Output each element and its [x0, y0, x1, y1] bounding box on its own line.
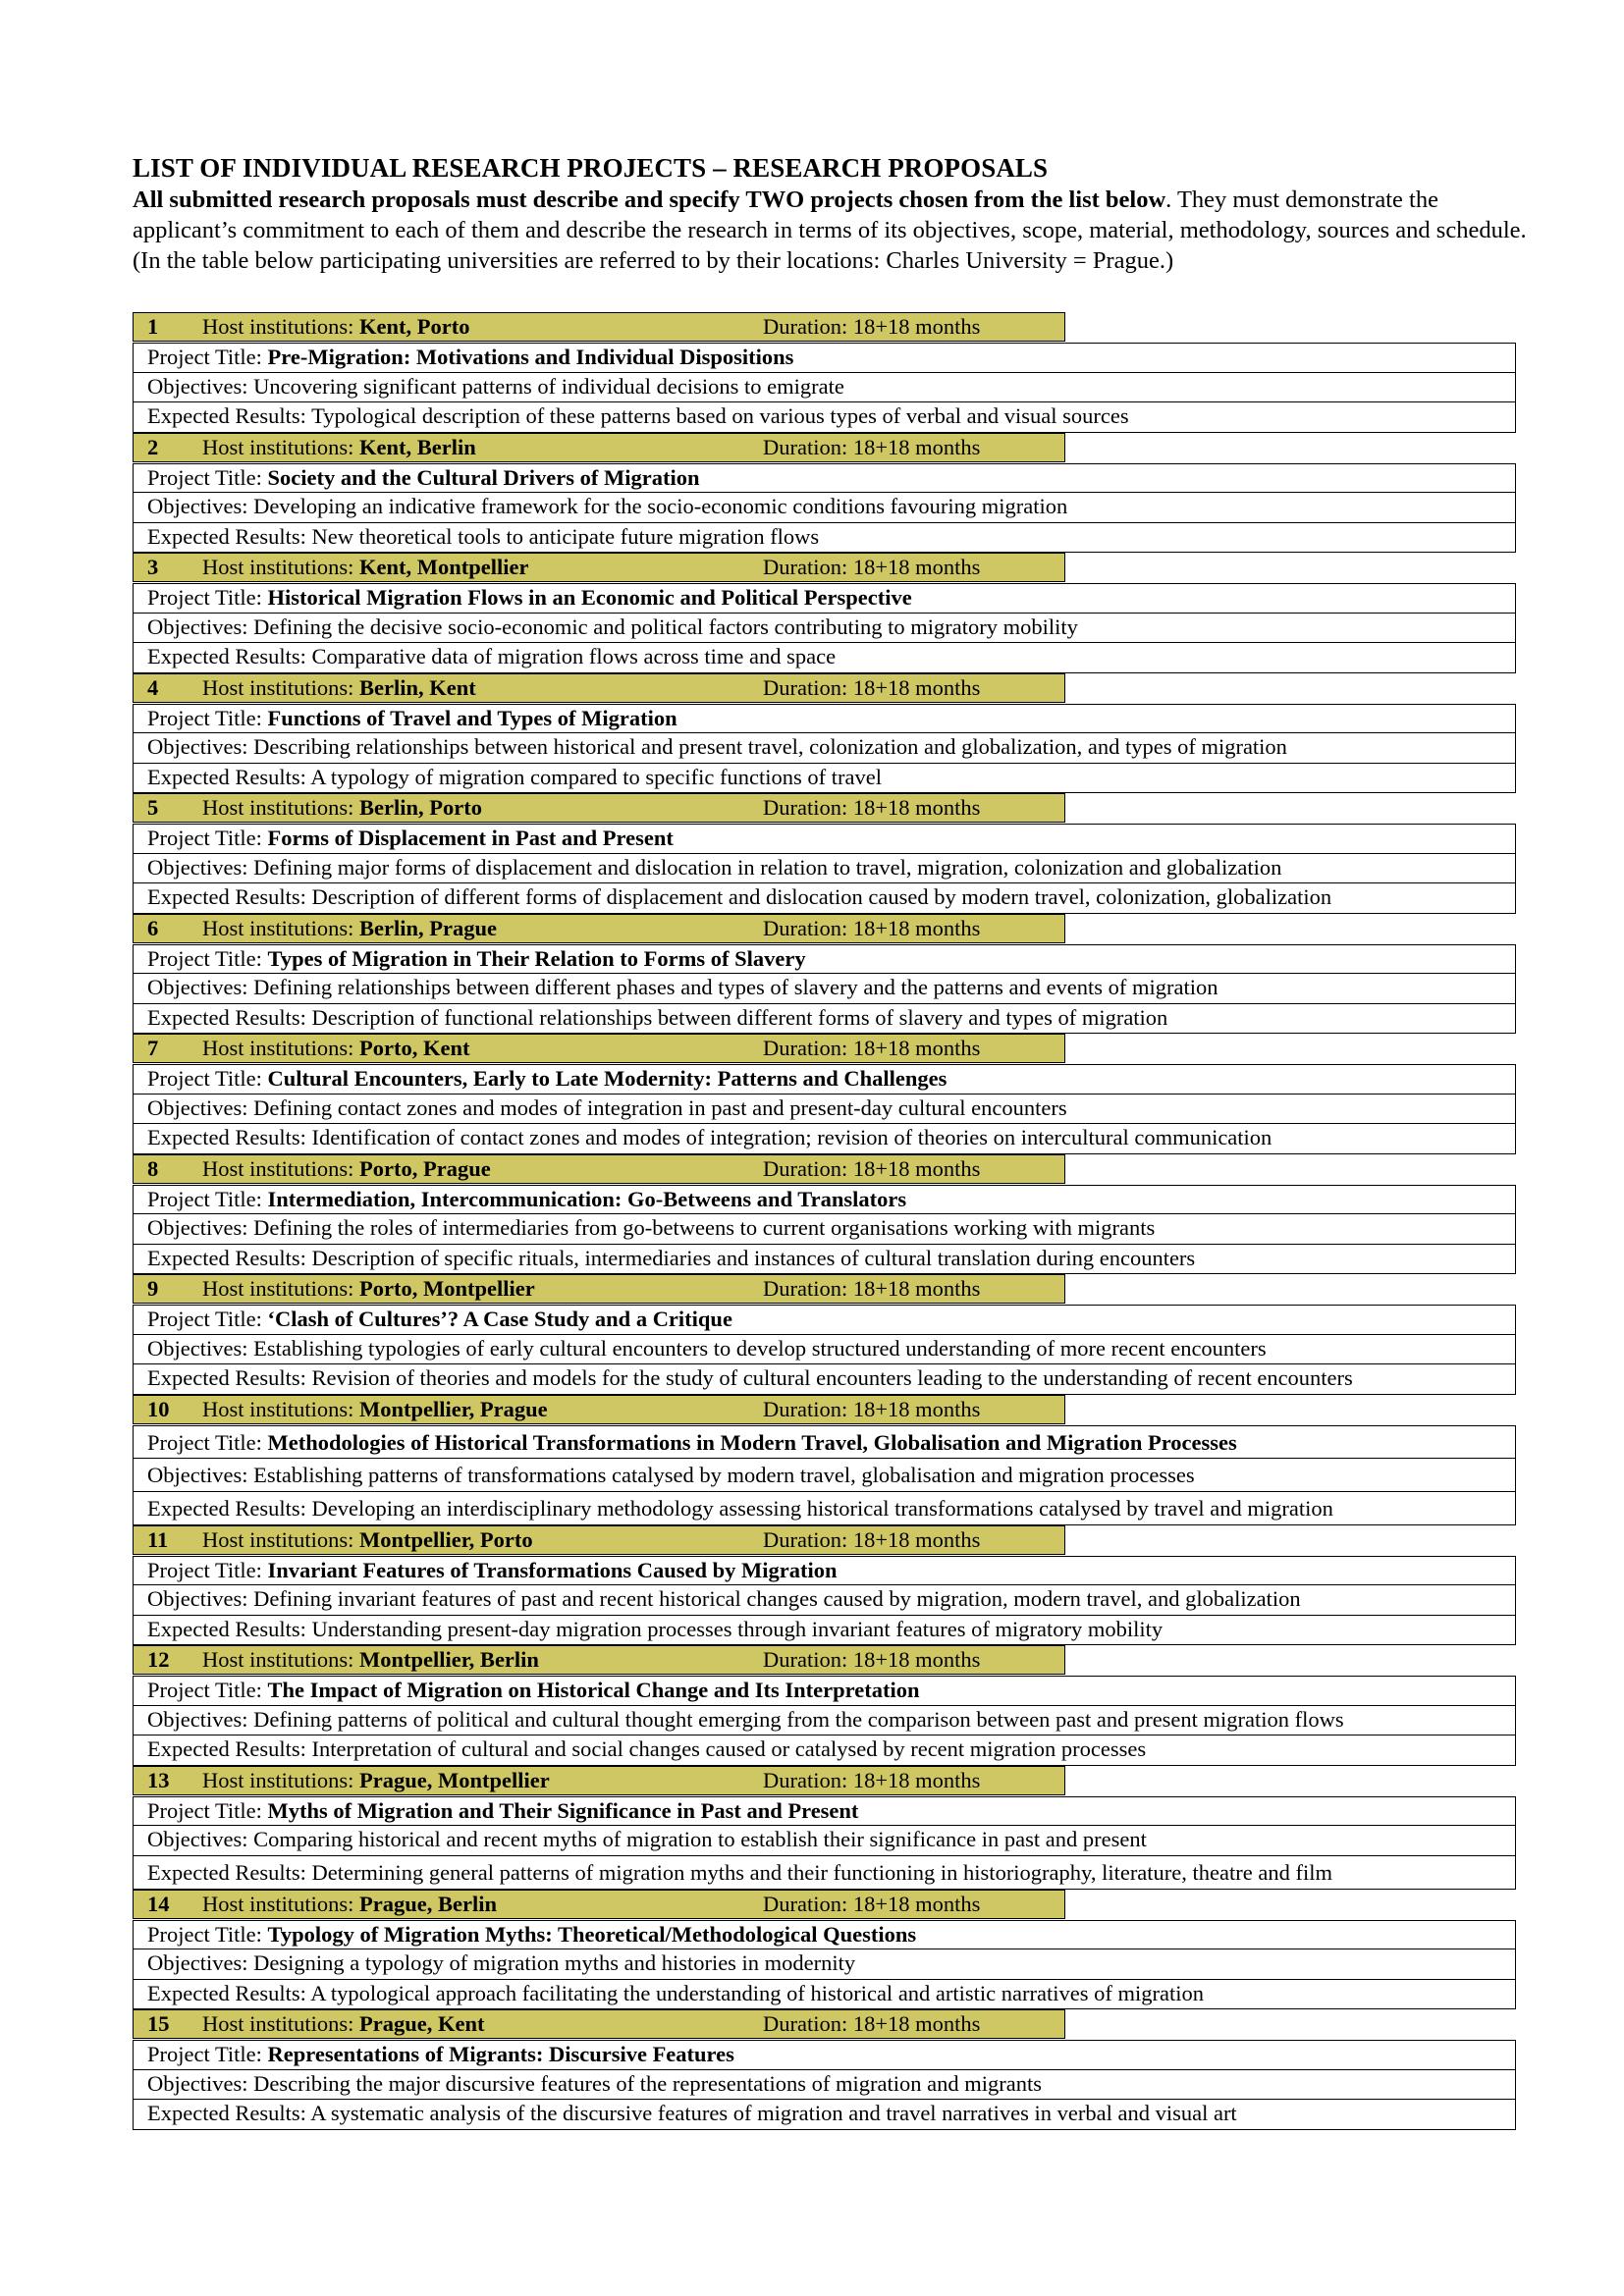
expected-results-row: [133, 1124, 1516, 1154]
duration-label: Duration:: [763, 674, 853, 700]
results-text: New theoretical tools to anticipate future migration flows: [311, 523, 820, 549]
project-number: 6: [133, 914, 189, 943]
host-institutions-cell: [189, 1766, 750, 1795]
host-institutions-cell: [189, 312, 750, 342]
row-label: Project Title:: [147, 1186, 268, 1211]
host-label: Host institutions:: [202, 1767, 360, 1792]
row-label: Objectives:: [147, 1706, 254, 1732]
host-label: Host institutions:: [202, 915, 360, 940]
results-text: Description of functional relationships between different forms of slavery and types of migration: [311, 1004, 1168, 1030]
expected-results-row: [133, 2100, 1516, 2130]
host-label: Host institutions:: [202, 674, 360, 700]
project-title-row: [133, 1920, 1516, 1950]
duration-value: 18+18 months: [852, 314, 981, 339]
row-label: Project Title:: [147, 826, 268, 850]
project-title-row: [133, 944, 1516, 975]
objectives-row: [133, 974, 1516, 1004]
host-institutions: Montpellier, Porto: [359, 1526, 533, 1552]
project-title-row: [133, 1676, 1516, 1706]
objectives-row: [133, 1335, 1516, 1365]
duration-cell: [749, 1525, 1065, 1555]
row-label: Objectives:: [147, 734, 254, 759]
objectives-row: [133, 614, 1516, 644]
project-block: [133, 312, 1516, 433]
title-text: The Impact of Migration on Historical Change and Its Interpretation: [267, 1678, 920, 1702]
duration-label: Duration:: [763, 2011, 853, 2036]
title-text: Historical Migration Flows in an Economic and Political Perspective: [267, 585, 912, 610]
objectives-row: [133, 1459, 1516, 1492]
intro-text: . They must demonstrate the applicant’s commitment to each of them and describe the research in terms of its objectives, scope, material, methodology, sources and schedule.: [133, 187, 1527, 243]
project-block: [133, 2009, 1516, 2130]
row-label: Project Title:: [147, 705, 268, 730]
results-text: Description of specific rituals, intermediaries and instances of cultural translation during encounters: [311, 1245, 1196, 1270]
results-text: Revision of theories and models for the study of cultural encounters leading to the understanding of recent encounters: [311, 1365, 1353, 1390]
objectives-text: Defining the roles of intermediaries from go-betweens to current organisations working with migrants: [253, 1215, 1156, 1240]
title-text: ‘Clash of Cultures’? A Case Study and a Critique: [267, 1307, 732, 1331]
project-block: [133, 1525, 1516, 1646]
row-label: Objectives:: [147, 854, 254, 880]
project-number: 3: [133, 553, 189, 582]
host-institutions-cell: [189, 914, 750, 943]
row-label: Expected Results:: [147, 1736, 312, 1761]
objectives-text: Designing a typology of migration myths and histories in modernity: [253, 1950, 856, 1975]
title-text: Forms of Displacement in Past and Present: [267, 826, 674, 850]
host-label: Host institutions:: [202, 314, 360, 339]
row-label: Objectives:: [147, 1462, 254, 1487]
duration-label: Duration:: [763, 1891, 853, 1916]
project-title-row: [133, 1556, 1516, 1586]
project-header-row: [133, 553, 1516, 582]
row-label: Project Title:: [147, 1429, 268, 1455]
row-label: Objectives:: [147, 975, 254, 999]
row-label: Project Title:: [147, 345, 268, 369]
project-header-row: [133, 793, 1516, 823]
host-institutions-cell: [189, 1890, 750, 1919]
project-header-row: [133, 433, 1516, 462]
row-label: Expected Results:: [147, 884, 312, 909]
objectives-row: [133, 493, 1516, 523]
row-label: Project Title:: [147, 2042, 268, 2066]
objectives-row: [133, 1095, 1516, 1125]
project-header-row: [133, 1645, 1516, 1675]
title-text: Myths of Migration and Their Significance in Past and Present: [267, 1797, 859, 1823]
host-institutions-cell: [189, 1274, 750, 1304]
results-text: Interpretation of cultural and social changes caused or catalysed by recent migration processes: [311, 1736, 1147, 1761]
row-label: Project Title:: [147, 1678, 268, 1702]
row-label: Objectives:: [147, 2070, 254, 2096]
host-institutions-cell: [189, 1645, 750, 1675]
project-number: 7: [133, 1034, 189, 1063]
project-title-row: [133, 704, 1516, 734]
project-header-row: [133, 1154, 1516, 1184]
row-label: Objectives:: [147, 373, 254, 399]
project-header-row: [133, 1274, 1516, 1304]
objectives-row: [133, 2070, 1516, 2101]
title-text: Functions of Travel and Types of Migration: [267, 705, 677, 730]
title-text: Pre-Migration: Motivations and Individual Dispositions: [267, 345, 794, 369]
duration-value: 18+18 months: [852, 1155, 981, 1181]
duration-cell: [749, 1034, 1065, 1063]
host-institutions: Kent, Berlin: [359, 434, 476, 459]
row-label: Project Title:: [147, 945, 268, 971]
host-label: Host institutions:: [202, 434, 360, 459]
duration-label: Duration:: [763, 1526, 853, 1552]
results-text: Understanding present-day migration processes through invariant features of migratory mobility: [311, 1616, 1164, 1641]
project-number: 10: [133, 1395, 189, 1424]
row-label: Project Title:: [147, 1921, 268, 1947]
expected-results-row: [133, 402, 1516, 433]
objectives-row: [133, 1826, 1516, 1856]
duration-cell: [749, 312, 1065, 342]
row-label: Objectives:: [147, 494, 254, 518]
objectives-row: [133, 1949, 1516, 1980]
objectives-text: Defining relationships between different phases and types of slavery and the patterns and events of migration: [253, 975, 1218, 999]
host-label: Host institutions:: [202, 1276, 360, 1301]
row-label: Expected Results:: [147, 1859, 312, 1885]
project-number: 13: [133, 1766, 189, 1795]
project-number: 11: [133, 1525, 189, 1555]
project-header-row: [133, 1034, 1516, 1063]
project-number: 1: [133, 312, 189, 342]
project-number: 5: [133, 793, 189, 823]
project-block: [133, 553, 1516, 673]
intro-section: [133, 151, 1527, 276]
row-label: Project Title:: [147, 585, 268, 610]
title-text: Invariant Features of Transformations Caused by Migration: [267, 1557, 838, 1582]
objectives-text: Describing the major discursive features of the representations of migration and migrants: [253, 2070, 1042, 2096]
objectives-text: Comparing historical and recent myths of migration to establish their significance in past and present: [253, 1827, 1147, 1851]
row-label: Objectives:: [147, 1827, 254, 1851]
objectives-text: Defining the decisive socio-economic and political factors contributing to migratory mobility: [253, 614, 1078, 639]
project-title-row: [133, 1305, 1516, 1335]
title-text: Intermediation, Intercommunication: Go-Betweens and Translators: [267, 1186, 907, 1211]
host-institutions-cell: [189, 2009, 750, 2039]
expected-results-row: [133, 1245, 1516, 1275]
project-header-row: [133, 1766, 1516, 1795]
host-institutions: Kent, Montpellier: [359, 555, 529, 579]
intro-paragraph: [133, 185, 1527, 245]
project-title-row: [133, 1425, 1516, 1459]
host-institutions: Kent, Porto: [359, 314, 470, 339]
duration-label: Duration:: [763, 795, 853, 820]
project-number: 15: [133, 2009, 189, 2039]
duration-cell: [749, 2009, 1065, 2039]
project-block: [133, 1395, 1516, 1525]
row-label: Project Title:: [147, 1557, 268, 1582]
host-label: Host institutions:: [202, 1647, 360, 1672]
duration-cell: [749, 1645, 1065, 1675]
duration-cell: [749, 1766, 1065, 1795]
project-title-row: [133, 1796, 1516, 1827]
objectives-text: Defining major forms of displacement and dislocation in relation to travel, migration, colonization and globalization: [253, 854, 1282, 880]
host-institutions: Prague, Berlin: [359, 1891, 498, 1916]
duration-label: Duration:: [763, 1647, 853, 1672]
project-number: 8: [133, 1154, 189, 1184]
host-institutions: Prague, Kent: [359, 2011, 485, 2036]
duration-cell: [749, 673, 1065, 703]
duration-label: Duration:: [763, 1155, 853, 1181]
objectives-text: Establishing patterns of transformations catalysed by modern travel, globalisation and migration processes: [253, 1462, 1195, 1487]
host-institutions: Berlin, Porto: [359, 795, 483, 820]
duration-label: Duration:: [763, 1276, 853, 1301]
project-title-row: [133, 583, 1516, 614]
expected-results-row: [133, 1735, 1516, 1766]
host-label: Host institutions:: [202, 1036, 360, 1060]
duration-value: 18+18 months: [852, 1891, 981, 1916]
project-number: 14: [133, 1890, 189, 1919]
duration-label: Duration:: [763, 1396, 853, 1421]
host-institutions-cell: [189, 433, 750, 462]
row-label: Objectives:: [147, 1095, 254, 1120]
duration-value: 18+18 months: [852, 1276, 981, 1301]
project-block: [133, 1766, 1516, 1890]
row-label: Objectives:: [147, 614, 254, 639]
objectives-row: [133, 373, 1516, 403]
row-label: Expected Results:: [147, 1495, 312, 1521]
host-label: Host institutions:: [202, 2011, 360, 2036]
duration-value: 18+18 months: [852, 1396, 981, 1421]
page-title: LIST OF INDIVIDUAL RESEARCH PROJECTS – RESEARCH PROPOSALS: [133, 153, 1049, 183]
project-header-row: [133, 1890, 1516, 1919]
project-block: [133, 914, 1516, 1035]
expected-results-row: [133, 764, 1516, 794]
row-label: Expected Results:: [147, 2101, 311, 2125]
results-text: Identification of contact zones and modes of integration; revision of theories on intercultural communication: [311, 1125, 1272, 1149]
row-label: Objectives:: [147, 1215, 254, 1240]
duration-label: Duration:: [763, 434, 853, 459]
duration-value: 18+18 months: [852, 1526, 981, 1552]
host-institutions: Porto, Kent: [359, 1036, 470, 1060]
project-header-row: [133, 1525, 1516, 1555]
duration-value: 18+18 months: [852, 1036, 981, 1060]
results-text: Typological description of these patterns based on various types of verbal and visual sources: [311, 403, 1129, 428]
row-label: Project Title:: [147, 1307, 268, 1331]
project-number: 4: [133, 673, 189, 703]
duration-cell: [749, 793, 1065, 823]
expected-results-row: [133, 1492, 1516, 1525]
expected-results-row: [133, 1616, 1516, 1646]
row-label: Expected Results:: [147, 764, 311, 789]
project-title-row: [133, 463, 1516, 494]
project-block: [133, 793, 1516, 914]
results-text: A typological approach facilitating the understanding of historical and artistic narratives of migration: [310, 1980, 1204, 2005]
project-block: [133, 673, 1516, 794]
title-text: Representations of Migrants: Discursive Features: [267, 2042, 734, 2066]
duration-value: 18+18 months: [852, 915, 981, 940]
objectives-text: Defining invariant features of past and recent historical changes caused by migration, modern travel, and globalization: [253, 1586, 1301, 1611]
title-text: Types of Migration in Their Relation to Forms of Slavery: [267, 945, 806, 971]
results-text: Comparative data of migration flows across time and space: [311, 644, 837, 668]
duration-cell: [749, 1154, 1065, 1184]
expected-results-row: [133, 1980, 1516, 2010]
duration-value: 18+18 months: [852, 1767, 981, 1792]
intro-bold-text: All submitted research proposals must describe and specify TWO projects chosen from the list below: [133, 187, 1166, 213]
project-block: [133, 433, 1516, 554]
title-text: Cultural Encounters, Early to Late Modernity: Patterns and Challenges: [267, 1066, 947, 1091]
results-text: A typology of migration compared to specific functions of travel: [310, 764, 882, 789]
objectives-text: Describing relationships between historical and present travel, colonization and globalization, and types of migration: [253, 734, 1287, 759]
host-label: Host institutions:: [202, 795, 360, 820]
results-text: A systematic analysis of the discursive features of migration and travel narratives in verbal and visual art: [310, 2101, 1237, 2125]
host-label: Host institutions:: [202, 1891, 360, 1916]
duration-cell: [749, 1395, 1065, 1424]
project-title-row: [133, 343, 1516, 373]
row-label: Expected Results:: [147, 523, 312, 549]
host-institutions-cell: [189, 1525, 750, 1555]
project-title-row: [133, 2040, 1516, 2070]
project-block: [133, 1274, 1516, 1395]
title-text: Society and the Cultural Drivers of Migration: [267, 464, 700, 490]
duration-label: Duration:: [763, 1036, 853, 1060]
row-label: Expected Results:: [147, 1980, 311, 2005]
duration-cell: [749, 433, 1065, 462]
host-institutions-cell: [189, 1034, 750, 1063]
duration-label: Duration:: [763, 915, 853, 940]
host-institutions: Berlin, Kent: [359, 674, 476, 700]
host-label: Host institutions:: [202, 1396, 360, 1421]
expected-results-row: [133, 1364, 1516, 1395]
host-label: Host institutions:: [202, 1155, 360, 1181]
project-number: 12: [133, 1645, 189, 1675]
row-label: Expected Results:: [147, 644, 312, 668]
host-institutions-cell: [189, 673, 750, 703]
project-header-row: [133, 2009, 1516, 2039]
host-institutions: Porto, Prague: [359, 1155, 491, 1181]
project-header-row: [133, 1395, 1516, 1424]
host-institutions: Porto, Montpellier: [359, 1276, 535, 1301]
host-institutions: Montpellier, Prague: [359, 1396, 548, 1421]
duration-cell: [749, 914, 1065, 943]
location-note: (In the table below participating universities are referred to by their locations: Charles University = Prague.): [133, 247, 1174, 274]
project-title-row: [133, 1185, 1516, 1215]
results-text: Determining general patterns of migration myths and their functioning in historiography, literature, theatre and film: [311, 1859, 1332, 1885]
title-text: Typology of Migration Myths: Theoretical/Methodological Questions: [267, 1921, 917, 1947]
row-label: Project Title:: [147, 1066, 268, 1091]
projects-table: [133, 312, 1516, 2130]
row-label: Expected Results:: [147, 1245, 312, 1270]
objectives-row: [133, 1214, 1516, 1245]
duration-value: 18+18 months: [852, 555, 981, 579]
duration-cell: [749, 1274, 1065, 1304]
project-header-row: [133, 312, 1516, 342]
duration-label: Duration:: [763, 555, 853, 579]
host-label: Host institutions:: [202, 1526, 360, 1552]
row-label: Expected Results:: [147, 1125, 312, 1149]
expected-results-row: [133, 643, 1516, 673]
host-institutions-cell: [189, 1395, 750, 1424]
duration-cell: [749, 553, 1065, 582]
duration-value: 18+18 months: [852, 795, 981, 820]
host-institutions: Prague, Montpellier: [359, 1767, 550, 1792]
row-label: Expected Results:: [147, 1616, 312, 1641]
expected-results-row: [133, 523, 1516, 554]
project-number: 2: [133, 433, 189, 462]
duration-label: Duration:: [763, 1767, 853, 1792]
row-label: Objectives:: [147, 1335, 254, 1361]
project-title-row: [133, 824, 1516, 854]
host-institutions-cell: [189, 553, 750, 582]
objectives-text: Establishing typologies of early cultural encounters to develop structured understanding of more recent encounters: [253, 1335, 1267, 1361]
expected-results-row: [133, 1004, 1516, 1035]
objectives-text: Uncovering significant patterns of individual decisions to emigrate: [253, 373, 844, 399]
objectives-text: Developing an indicative framework for the socio-economic conditions favouring migration: [253, 494, 1068, 518]
expected-results-row: [133, 1856, 1516, 1890]
duration-value: 18+18 months: [852, 2011, 981, 2036]
row-label: Expected Results:: [147, 1365, 312, 1390]
host-institutions-cell: [189, 793, 750, 823]
project-number: 9: [133, 1274, 189, 1304]
results-text: Developing an interdisciplinary methodology assessing historical transformations catalysed by travel and migration: [311, 1495, 1333, 1521]
row-label: Objectives:: [147, 1586, 254, 1611]
host-institutions: Berlin, Prague: [359, 915, 498, 940]
host-institutions: Montpellier, Berlin: [359, 1647, 539, 1672]
project-block: [133, 1154, 1516, 1275]
row-label: Project Title:: [147, 464, 268, 490]
results-text: Description of different forms of displacement and dislocation caused by modern travel, colonization, globalization: [311, 884, 1332, 909]
duration-value: 18+18 months: [852, 1647, 981, 1672]
project-header-row: [133, 914, 1516, 943]
row-label: Objectives:: [147, 1950, 254, 1975]
duration-label: Duration:: [763, 314, 853, 339]
objectives-row: [133, 733, 1516, 764]
project-block: [133, 1645, 1516, 1766]
host-institutions-cell: [189, 1154, 750, 1184]
duration-value: 18+18 months: [852, 434, 981, 459]
project-title-row: [133, 1064, 1516, 1095]
expected-results-row: [133, 883, 1516, 914]
row-label: Project Title:: [147, 1797, 268, 1823]
objectives-text: Defining patterns of political and cultural thought emerging from the comparison between past and present migration flows: [253, 1706, 1344, 1732]
project-block: [133, 1890, 1516, 2010]
project-block: [133, 1034, 1516, 1154]
duration-value: 18+18 months: [852, 674, 981, 700]
objectives-row: [133, 854, 1516, 884]
duration-cell: [749, 1890, 1065, 1919]
objectives-row: [133, 1585, 1516, 1616]
objectives-row: [133, 1706, 1516, 1736]
objectives-text: Defining contact zones and modes of integration in past and present-day cultural encounters: [253, 1095, 1067, 1120]
project-header-row: [133, 673, 1516, 703]
host-label: Host institutions:: [202, 555, 360, 579]
title-text: Methodologies of Historical Transformations in Modern Travel, Globalisation and Migration Processes: [267, 1429, 1237, 1455]
row-label: Expected Results:: [147, 403, 312, 428]
row-label: Expected Results:: [147, 1004, 312, 1030]
